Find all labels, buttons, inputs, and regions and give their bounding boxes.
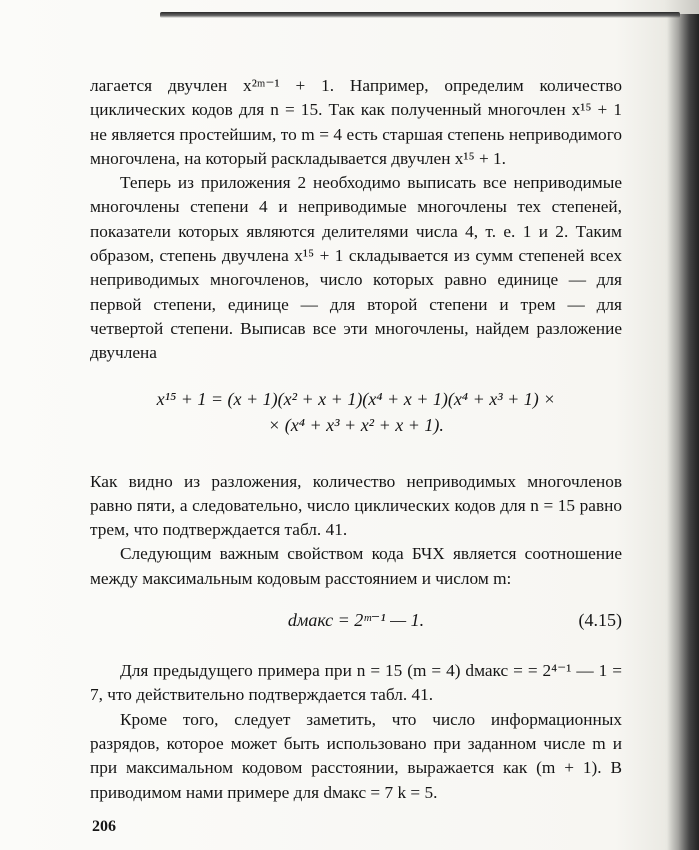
equation-number: (4.15)	[578, 610, 622, 631]
page-number: 206	[92, 818, 116, 835]
paragraph-2: Теперь из приложения 2 необходимо выписать все неприводимые многочлены степени 4 и неприводимые многочлены тех степеней, показатели которых являются делителями числа 4, т. е. 1 и 2. Таким образом, степень двучлена x¹⁵ + 1 складывается из сумм степеней всех неприводимых многочленов, число которых равно единице — для первой степени, единице — для второй степени и трем — для четвертой степени. Выписав все эти многочлены, найдем разложение двучлена	[90, 173, 622, 363]
paragraph-6: Кроме того, следует заметить, что число информационных разрядов, которое может быть использовано при заданном числе m и при максимальном кодовом расстоянии, выражается как (m + 1). В приводимом нами примере для dмакс = 7 k = 5.	[90, 709, 622, 802]
page-top-shadow	[160, 12, 680, 18]
page-binding-shadow	[667, 14, 699, 850]
paragraph-1: лагается двучлен x²ᵐ⁻¹ + 1. Например, определим количество циклических кодов для n = 15. Так как полученный многочлен x¹⁵ + 1 не является простейшим, то m = 4 есть старшая степень неприводимого многочлена, на который раскладывается двучлен x¹⁵ + 1.	[90, 76, 622, 168]
paragraph-3: Как видно из разложения, количество неприводимых многочленов равно пяти, а следовательно, число циклических кодов для n = 15 равно трем, что подтверждается табл. 41.	[90, 471, 622, 540]
equation-line-1: x¹⁵ + 1 = (x + 1)(x² + x + 1)(x⁴ + x + 1)(x⁴ + x³ + 1) ×	[156, 388, 556, 409]
equation-dmax-formula: dмакс = 2ᵐ⁻¹ — 1.	[287, 610, 425, 631]
paragraph-5: Для предыдущего примера при n = 15 (m = 4) dмакс = = 2⁴⁻¹ — 1 = 7, что действительно подтверждается табл. 41.	[90, 661, 622, 705]
equation-dmax	[90, 607, 622, 633]
equation-line-2: × (x⁴ + x³ + x² + x + 1).	[268, 414, 444, 435]
body-text	[90, 74, 622, 805]
paragraph-4: Следующим важным свойством кода БЧХ является соотношение между максимальным кодовым расстоянием и числом m:	[90, 544, 622, 588]
equation-factorization	[90, 386, 622, 438]
